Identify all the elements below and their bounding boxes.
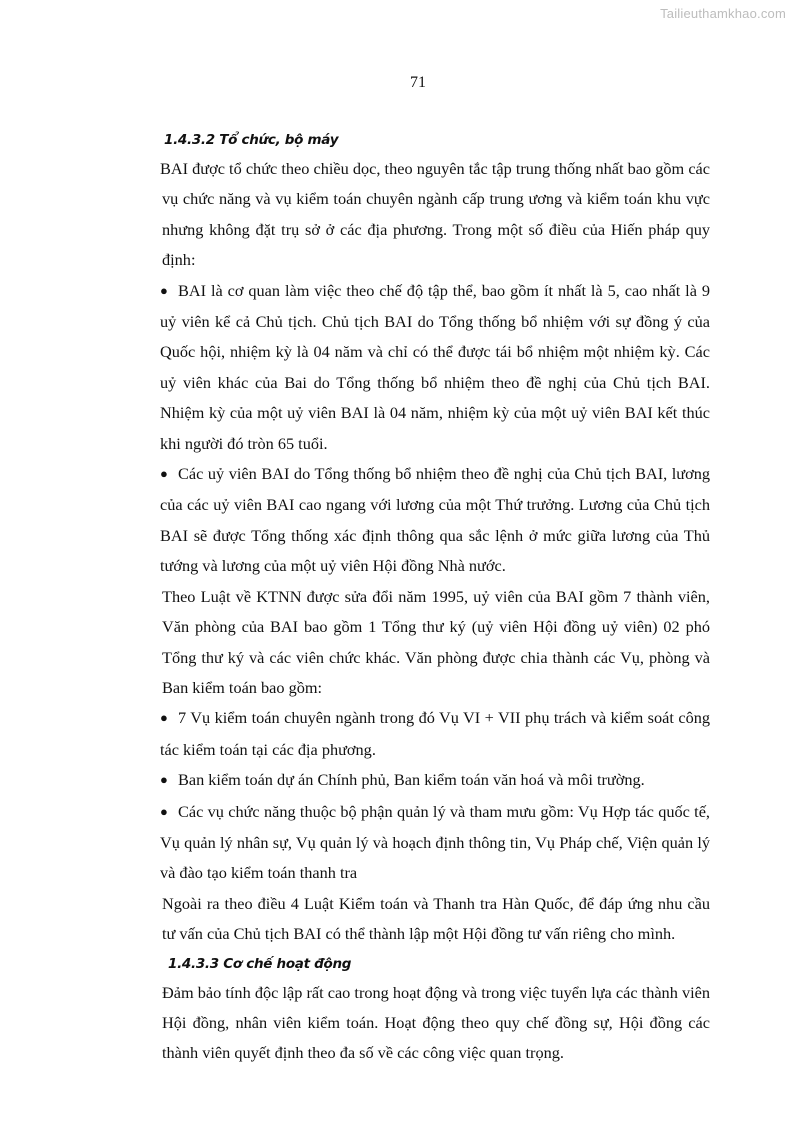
document-body bbox=[162, 126, 710, 1069]
bullet-item bbox=[160, 765, 710, 796]
bullet-text: Ban kiểm toán dự án Chính phủ, Ban kiểm toán văn hoá và môi trường. bbox=[178, 770, 645, 790]
section-heading-mechanism: 1.4.3.3 Cơ chế hoạt động bbox=[168, 955, 352, 972]
bullet-item bbox=[160, 703, 710, 765]
bullet-icon: ● bbox=[160, 282, 168, 298]
intro-text: BAI được tổ chức theo chiều dọc, theo nguyên tắc tập trung thống nhất bao gồm các vụ chức năng và vụ kiểm toán chuyên ngành cấp trung ương và kiểm toán khu vực nhưng không đặt trụ sở ở các địa phương. Trong một số điều của Hiến pháp quy định: bbox=[160, 159, 710, 270]
bullet-icon: ● bbox=[160, 710, 168, 726]
watermark: Tailieuthamkhao.com bbox=[660, 6, 786, 21]
section-heading-organization: 1.4.3.2 Tổ chức, bộ máy bbox=[164, 132, 339, 148]
closing-text: Ngoài ra theo điều 4 Luật Kiểm toán và Thanh tra Hàn Quốc, để đáp ứng nhu cầu tư vấn của Chủ tịch BAI có thể thành lập một Hội đồng tư vấn riêng cho mình. bbox=[162, 893, 710, 944]
bullet-text: BAI là cơ quan làm việc theo chế độ tập thể, bao gồm ít nhất là 5, cao nhất là 9 uỷ viên kể cả Chủ tịch. Chủ tịch BAI do Tổng thống bổ nhiệm với sự đồng ý của Quốc hội, nhiệm kỳ là 04 năm và chỉ có thể được tái bổ nhiệm một nhiệm kỳ. Các uỷ viên khác của Bai do Tổng thống bổ nhiệm theo đề nghị của Chủ tịch BAI. Nhiệm kỳ của một uỷ viên BAI là 04 năm, nhiệm kỳ của một uỷ viên BAI kết thúc khi người đó tròn 65 tuổi. bbox=[160, 280, 710, 453]
closing-paragraph bbox=[162, 889, 710, 950]
bullet-item bbox=[160, 797, 710, 889]
page-number: 71 bbox=[410, 74, 426, 91]
bullet-item bbox=[160, 276, 710, 459]
bullet-item bbox=[160, 459, 710, 582]
law-text: Theo Luật về KTNN được sửa đổi năm 1995, uỷ viên của BAI gồm 7 thành viên, Văn phòng của BAI bao gồm 1 Tổng thư ký (uỷ viên Hội đồng uỷ viên) 02 phó Tổng thư ký và các viên chức khác. Văn phòng được chia thành các Vụ, phòng và Ban kiểm toán bao gồm: bbox=[162, 586, 710, 697]
mechanism-text: Đảm bảo tính độc lập rất cao trong hoạt động và trong việc tuyển lựa các thành viên Hội đồng, nhân viên kiểm toán. Hoạt động theo quy chế đồng sự, Hội đồng các thành viên quyết định theo đa số về các công việc quan trọng. bbox=[162, 982, 710, 1063]
bullet-text: Các vụ chức năng thuộc bộ phận quản lý và tham mưu gồm: Vụ Hợp tác quốc tế, Vụ quản lý nhân sự, Vụ quản lý và hoạch định thông tin, Vụ Pháp chế, Viện quản lý và đào tạo kiểm toán thanh tra bbox=[160, 801, 710, 883]
bullet-text: Các uỷ viên BAI do Tổng thống bổ nhiệm theo đề nghị của Chủ tịch BAI, lương của các uỷ viên BAI cao ngang với lương của một Thứ trưởng. Lương của Chủ tịch BAI sẽ được Tổng thống xác định thông qua sắc lệnh ở mức giữa lương của Thủ tướng và lương của một uỷ viên Hội đồng Nhà nước. bbox=[160, 464, 710, 576]
mechanism-paragraph bbox=[162, 978, 710, 1069]
law-paragraph bbox=[162, 582, 710, 704]
bullet-icon: ● bbox=[160, 466, 168, 482]
intro-paragraph bbox=[162, 154, 710, 276]
bullet-text: 7 Vụ kiểm toán chuyên ngành trong đó Vụ VI + VII phụ trách và kiểm soát công tác kiểm toán tại các địa phương. bbox=[160, 708, 710, 759]
bullet-icon: ● bbox=[160, 803, 168, 819]
bullet-icon: ● bbox=[160, 772, 168, 788]
